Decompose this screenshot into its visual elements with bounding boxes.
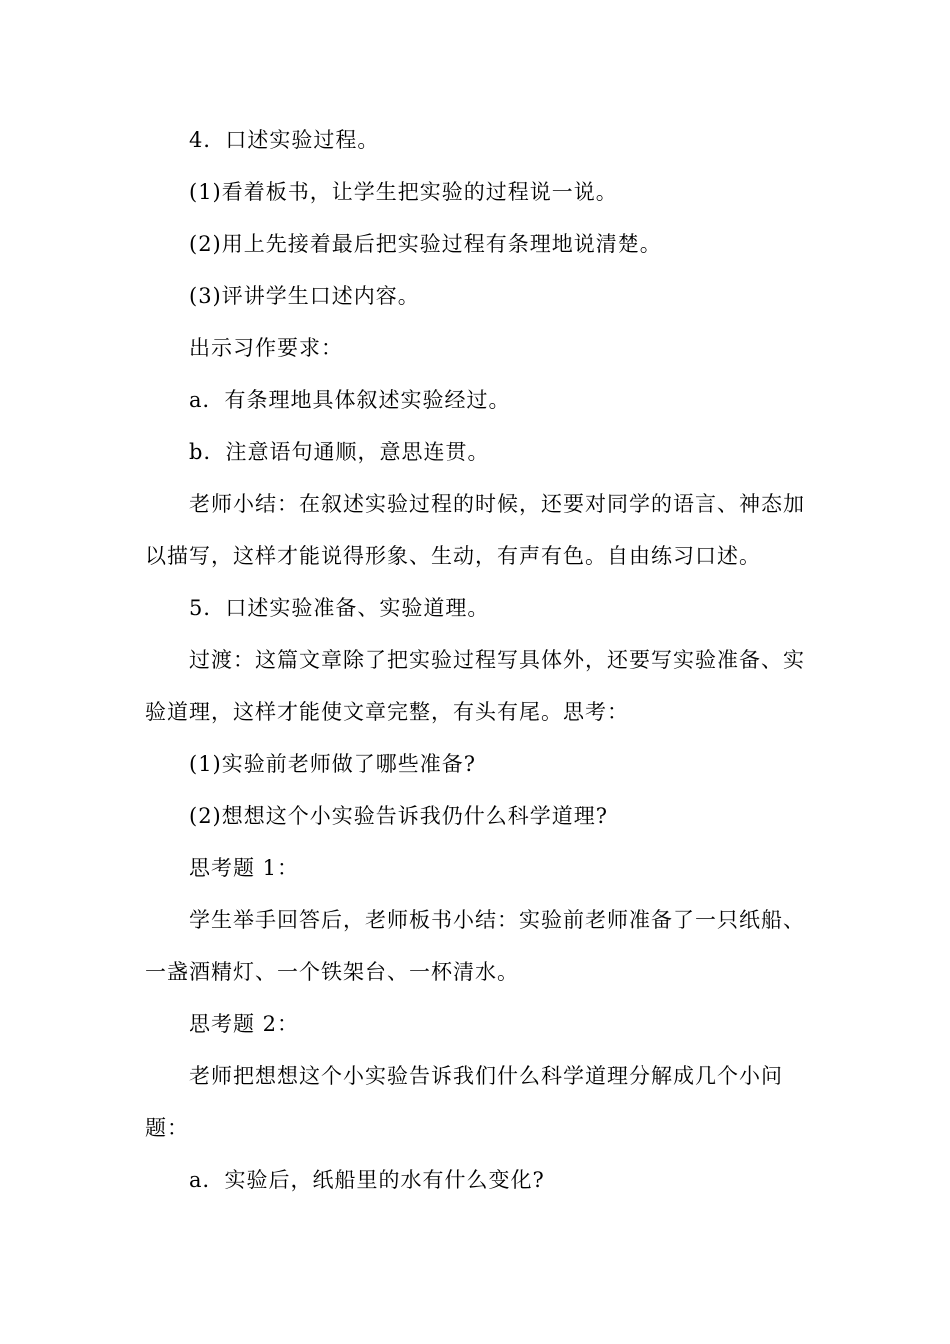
paragraph-sub-question-a: a．实验后，纸船里的水有什么变化? — [189, 1168, 545, 1192]
paragraph-thinking-topic-2-intro: 老师把想想这个小实验告诉我们什么科学道理分解成几个小问题： — [145, 1064, 783, 1140]
paragraph-requirement-a: a．有条理地具体叙述实验经过。 — [189, 388, 511, 412]
paragraph-transition: 过渡：这篇文章除了把实验过程写具体外，还要写实验准备、实验道理，这样才能使文章完整，有头有尾。思考： — [145, 648, 805, 724]
paragraph-writing-requirements-heading: 出示习作要求： — [189, 336, 343, 360]
paragraph-teacher-summary: 老师小结：在叙述实验过程的时候，还要对同学的语言、神态加以描写，这样才能说得形象、生动，有声有色。自由练习口述。 — [145, 492, 805, 568]
paragraph-thinking-topic-1-answer: 学生举手回答后，老师板书小结：实验前老师准备了一只纸船、一盏酒精灯、一个铁架台、一杯清水。 — [145, 908, 805, 984]
paragraph-step-4-item-3: (3)评讲学生口述内容。 — [189, 284, 420, 308]
paragraph-step-4-item-2: (2)用上先接着最后把实验过程有条理地说清楚。 — [189, 232, 662, 256]
paragraph-thinking-topic-2: 思考题 2： — [189, 1012, 300, 1036]
paragraph-step-4-heading: 4．口述实验过程。 — [189, 128, 380, 152]
paragraph-question-2: (2)想想这个小实验告诉我仍什么科学道理? — [189, 804, 609, 828]
paragraph-step-5-heading: 5．口述实验准备、实验道理。 — [189, 596, 490, 620]
document-body — [145, 114, 805, 1206]
paragraph-requirement-b: b．注意语句通顺，意思连贯。 — [189, 440, 490, 464]
paragraph-question-1: (1)实验前老师做了哪些准备? — [189, 752, 477, 776]
paragraph-step-4-item-1: (1)看着板书，让学生把实验的过程说一说。 — [189, 180, 618, 204]
paragraph-thinking-topic-1: 思考题 1： — [189, 856, 300, 880]
